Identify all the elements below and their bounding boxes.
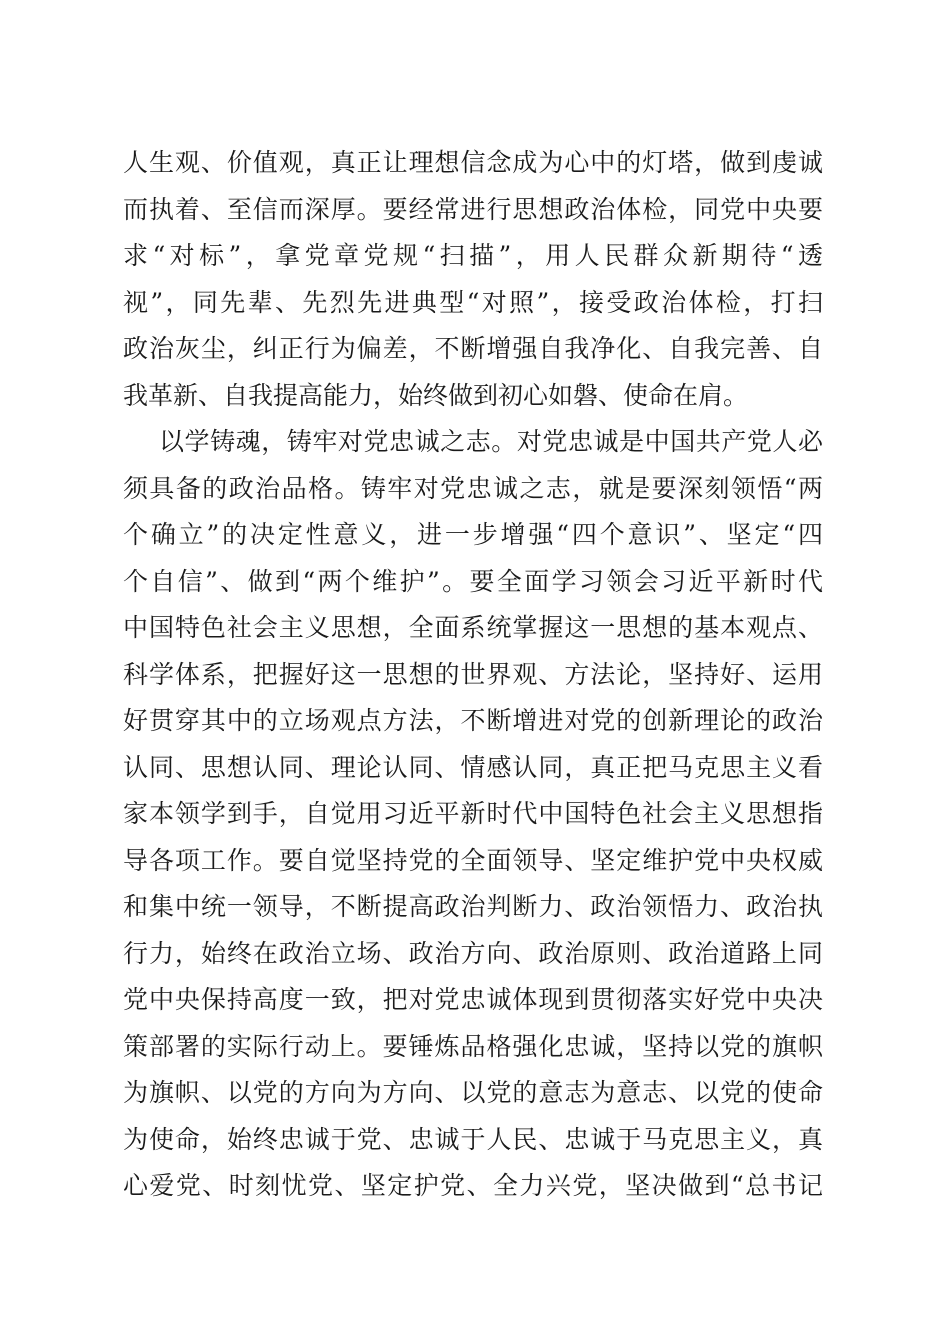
text-line: 家本领学到手，自觉用习近平新时代中国特色社会主义思想指	[123, 799, 823, 828]
text-line: 为旗帜、以党的方向为方向、以党的意志为意志、以党的使命	[123, 1078, 823, 1107]
text-line: 政治灰尘，纠正行为偏差，不断增强自我净化、自我完善、自	[123, 334, 823, 363]
text-line: 须具备的政治品格。铸牢对党忠诚之志，就是要深刻领悟“两	[123, 473, 823, 503]
text-line: 策部署的实际行动上。要锤炼品格强化忠诚，坚持以党的旗帜	[123, 1031, 823, 1061]
text-line: 党中央保持高度一致，把对党忠诚体现到贯彻落实好党中央决	[123, 985, 823, 1014]
text-line: 中国特色社会主义思想，全面系统掌握这一思想的基本观点、	[123, 613, 823, 642]
text-line: 人生观、价值观，真正让理想信念成为心中的灯塔，做到虔诚	[123, 148, 823, 177]
text-line: 好贯穿其中的立场观点方法，不断增进对党的创新理论的政治	[123, 706, 823, 735]
text-line: 个确立”的决定性意义，进一步增强“四个意识”、坚定“四	[123, 520, 823, 549]
document-body	[123, 140, 823, 1210]
text-line: 视”，同先辈、先烈先进典型“对照”，接受政治体检，打扫	[123, 287, 823, 317]
text-line: 心爱党、时刻忧党、坚定护党、全力兴党，坚决做到“总书记	[123, 1171, 823, 1200]
text-line: 行力，始终在政治立场、政治方向、政治原则、政治道路上同	[123, 938, 823, 968]
paragraph-start-line: 以学铸魂，铸牢对党忠诚之志。对党忠诚是中国共产党人必	[159, 427, 823, 456]
text-line: 科学体系，把握好这一思想的世界观、方法论，坚持好、运用	[123, 659, 823, 689]
text-line: 和集中统一领导，不断提高政治判断力、政治领悟力、政治执	[123, 892, 823, 921]
text-line: 认同、思想认同、理论认同、情感认同，真正把马克思主义看	[123, 752, 823, 782]
text-line: 而执着、至信而深厚。要经常进行思想政治体检，同党中央要	[123, 194, 823, 224]
text-line: 为使命，始终忠诚于党、忠诚于人民、忠诚于马克思主义，真	[123, 1124, 823, 1154]
text-line: 我革新、自我提高能力，始终做到初心如磐、使命在肩。	[123, 380, 749, 410]
text-line: 求“对标”，拿党章党规“扫描”，用人民群众新期待“透	[123, 241, 823, 270]
text-line: 个自信”、做到“两个维护”。要全面学习领会习近平新时代	[123, 566, 823, 596]
text-line: 导各项工作。要自觉坚持党的全面领导、坚定维护党中央权威	[123, 845, 823, 875]
